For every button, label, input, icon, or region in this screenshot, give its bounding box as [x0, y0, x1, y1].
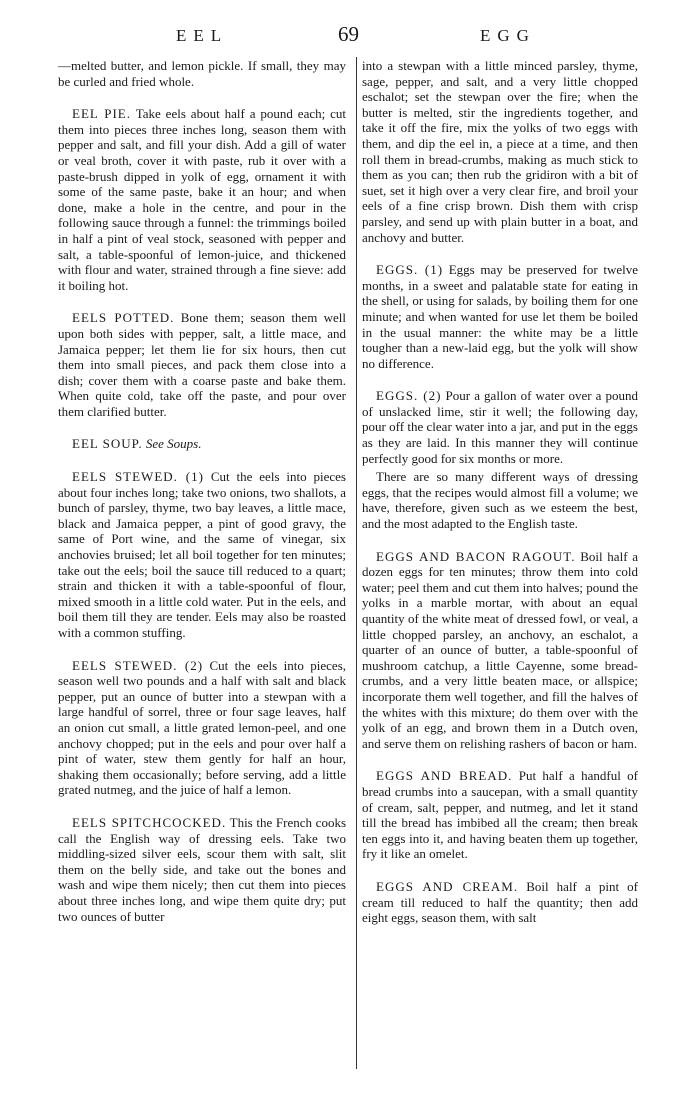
recipe-heading: EELS SPITCHCOCKED. — [72, 814, 227, 830]
recipe-entry — [58, 469, 346, 641]
recipe-text: Bone them; season them well upon both sides with pepper, salt, a little mace, and Jamaica pepper; let them lie for six hours, then cut them into small pieces, and pack them close into a dish; cover them with a coarse paste and bake them. When quite cold, take off the paste, and pour over them clarified butter. — [58, 310, 346, 419]
recipe-note — [362, 469, 638, 531]
recipe-text: —melted butter, and lemon pickle. If small, they may be curled and fried whole. — [58, 58, 346, 89]
running-header — [0, 22, 700, 52]
recipe-entry — [58, 310, 346, 419]
recipe-text: Boil half a pint of cream till reduced to half the quantity; then add eight eggs, season them, with salt — [362, 878, 639, 926]
recipe-heading: EGGS. (1) — [376, 262, 444, 278]
recipe-text: into a stewpan with a little minced parsley, thyme, sage, pepper, and salt, and a very little chopped eschalot; set the stewpan over the fire; when the butter is melted, stir the ingredients together, and take it off the fire, mix the yolks of two eggs with them, and dip the eel in, a piece at a time, and then roll them in bread-crumbs, making as much stick to them as you can; then rub the gridiron with a bit of suet, set it high over a very clear fire, and broil your eels of a fine crisp brown. Dish them with crisp parsley, and send up with plain butter in a boat, and anchovy and butter. — [362, 58, 638, 245]
cross-reference: See Soups. — [145, 436, 202, 452]
recipe-entry — [58, 658, 346, 798]
recipe-text: Pour a gallon of water over a pound of unslacked lime, stir it well; the following day, pour off the clear water into a jar, and put in the eggs as they are laid. In this manner they will continue perfectly good for six months or more. — [362, 388, 639, 466]
recipe-text: Boil half a dozen eggs for ten minutes; throw them into cold water; peel them and cut them into halves; pound the yolks in a marble mortar, with about an equal quantity of the white meat of dressed fowl, or veal, a little chopped parsley, an anchovy, an eschalot, a quarter of an ounce of butter, a table-spoonful of mushroom catchup, a little Cayenne, some bread-crumbs, and a very little beaten mace, or allspice; incorporate them well together, and fill the halves of the whites with this mixture; do them over with the yolk of an egg, and brown them in a Dutch oven, and serve them on relishing rashers of bacon or ham. — [362, 548, 638, 751]
recipe-entry — [58, 58, 346, 89]
recipe-text: This the French cooks call the English way of dressing eels. Take two middling-sized silver eels, scour them with salt, slit them on the belly side, and take out the bones and wash and wipe them nicely; then cut them into pieces about three inches long, and wipe them quite dry; put two ounces of butter — [58, 814, 347, 924]
recipe-heading: EELS STEWED. (2) — [72, 657, 204, 673]
recipe-heading: EGGS. (2) — [376, 388, 442, 404]
recipe-heading: EEL SOUP. — [72, 436, 143, 452]
recipe-entry — [58, 815, 346, 924]
recipe-entry — [362, 549, 638, 752]
column-divider — [356, 57, 357, 1069]
recipe-entry — [362, 262, 638, 371]
recipe-text: Put half a handful of bread crumbs into a saucepan, with a small quantity of cream, salt, pepper, and nutmeg, and let it stand till the bread has imbibed all the cream; then break ten eggs into it, and having beaten them up together, fry it like an omelet. — [362, 768, 638, 862]
recipe-heading: EGGS AND BACON RAGOUT. — [376, 548, 576, 564]
recipe-heading: EGGS AND BREAD. — [376, 768, 513, 784]
recipe-entry — [362, 388, 638, 466]
page-number: 69 — [338, 22, 359, 46]
recipe-entry — [362, 58, 638, 245]
recipe-text: Take eels about half a pound each; cut them into pieces three inches long, season them with pepper and salt, and fill your dish. Add a gill of water or veal broth, cover it with paste, rub it over with a paste-brush dipped in yolk of egg, ornament it with some of the same paste, bake it an hour; and when done, make a hole in the centre, and pour in the following sauce through a funnel: the trimmings boiled in half a pint of veal stock, seasoned with pepper and salt, a table-spoonful of lemon-juice, and thickened with flour and water, strained through a fine sieve: add it boiling hot. — [58, 106, 347, 293]
recipe-text: Eggs may be preserved for twelve months, in a sweet and palatable state for eating in the shell, or using for salads, by boiling them for one minute; and when wanted for use let them be boiled in the usual manner: the white may be a little tougher than a new-laid egg, but the yolk will show no difference. — [362, 262, 639, 371]
recipe-entry — [362, 879, 638, 926]
recipe-heading: EGGS AND CREAM. — [376, 878, 519, 894]
recipe-text: There are so many different ways of dressing eggs, that the recipes would almost fill a volume; we have, therefore, given such as we esteem the best, and the most adapted to the English taste. — [362, 469, 638, 532]
recipe-entry — [58, 106, 346, 293]
recipe-heading: EELS STEWED. (1) — [72, 469, 204, 485]
recipe-entry — [58, 436, 346, 452]
header-right-word: EGG — [480, 26, 536, 45]
right-column — [362, 58, 638, 926]
header-left-word: EEL — [176, 26, 229, 45]
left-column — [58, 58, 346, 924]
recipe-entry — [362, 768, 638, 862]
recipe-heading: EELS POTTED. — [72, 310, 175, 326]
recipe-text: Cut the eels into pieces about four inches long; take two onions, two shallots, a bunch of parsley, thyme, two bay leaves, a little mace, black and Jamaica pepper, a pint of good gravy, the same of Port wine, and the same of vinegar, six anchovies bruised; let all boil together for ten minutes; take out the eels; boil the sauce till reduced to a quart; strain and thicken it with a table-spoonful of flour, mixed smooth in a little cold water. Put in the eels, and boil them till they are tender. Eels may also be roasted with a common stuffing. — [58, 469, 346, 640]
recipe-text: Cut the eels into pieces, season well two pounds and a half with salt and black pepper, put an ounce of butter into a stewpan with a large handful of sorrel, three or four sage leaves, half an onion cut small, a little grated lemon-peel, and one anchovy chopped; put in the eels and pour over half a pint of water, stew them gently for half an hour, shaking them occasionally; before serving, add a little grated nutmeg, and the juice of half a lemon. — [58, 657, 347, 798]
recipe-heading: EEL PIE. — [72, 106, 132, 122]
